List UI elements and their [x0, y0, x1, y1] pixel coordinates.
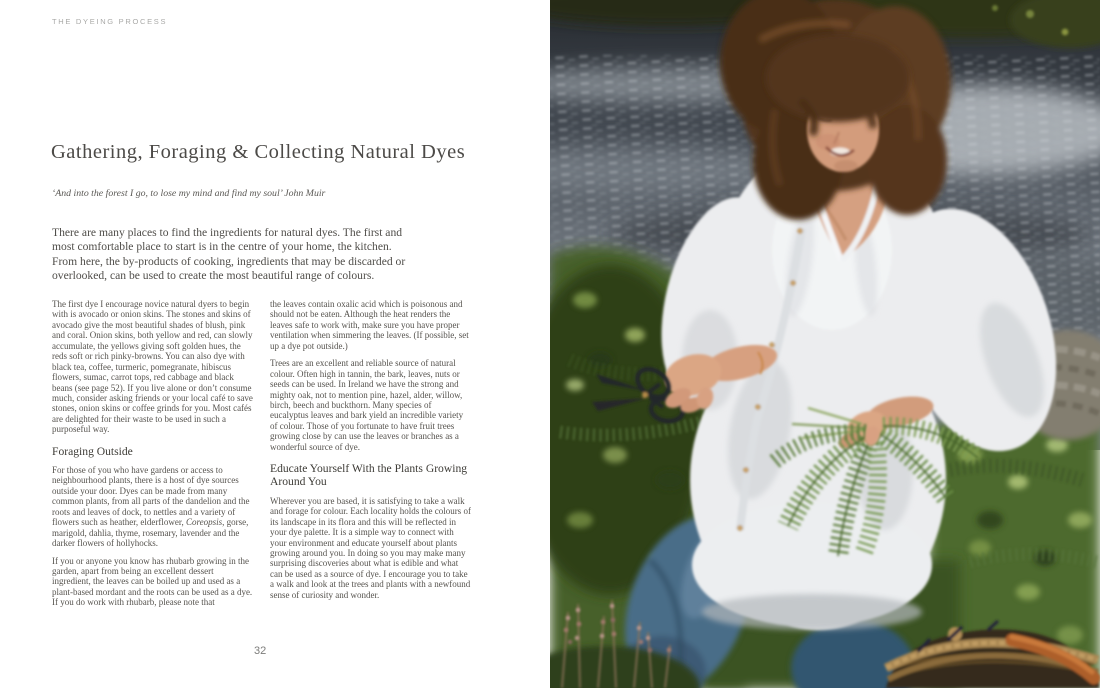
paragraph: the leaves contain oxalic acid which is poisonous and should not be eaten. Although the heat renders the leaves safe to work with, make sure you have proper ventilation when simmering the leaves. (If possible, set up a dye pot outside.): [270, 299, 469, 351]
paragraph: Wherever you are based, it is satisfying to take a walk and forage for colour. Each locality holds the colours of its landscape in its flora and this will be reflected in your dye palette. It is a simple way to connect with your environment and educate yourself about plants growing around you. In doing so you may make many surprising discoveries about what is edible and what can be used as a source of dye. I encourage you to take a walk and look at the trees and plants with a newfound sense of curiosity and wonder.: [270, 495, 471, 600]
epigraph-quote: ‘And into the forest I go, to lose my mind and find my soul’ John Muir: [52, 188, 326, 199]
paragraph: Trees are an excellent and reliable source of natural colour. Often high in tannin, the bark, leaves, nuts or seeds can be used. In Ireland we have the strong and mighty oak, not to mention pine, hazel, alder, willow, birch, beech and buckthorn. Many species of eucalyptus leaves and bark yield an incredible variety of colour. Those of you fortunate to have fruit trees growing close by can use the leaves or branches as a wonderful source of dye.: [270, 358, 464, 452]
paragraph: [52, 465, 254, 549]
intro-paragraph: There are many places to find the ingredients for natural dyes. The first and most comfortable place to start is in the centre of your home, the kitchen. From here, the by-products of cooking, ingredients that may be discarded or overlooked, can be used to create the most beautiful range of colours.: [52, 226, 406, 283]
paragraph: If you or anyone you know has rhubarb growing in the garden, apart from being an excellent dessert ingredient, the leaves can be boiled up and used as a plant-based mordant and the roots can be used as a dye. If you do work with rhubarb, please note that: [52, 555, 253, 608]
paragraph: The first dye I encourage novice natural dyers to begin with is avocado or onion skins. The stones and skins of avocado give the most beautiful shades of blush, pink and coral. Onion skins, both yellow and red, can slowly accumulate, the yellows giving soft golden hues, the reds soft or rich pinky-browns. You can also dye with black tea, coffee, turmeric, pomegranate, hibiscus flowers, sumac, carrot tops, red cabbage and black beans (see page 52). If you live alone or don’t consume much, consider asking friends or your local café to save stones, onion skins or coffee grinds for you. Most cafés are delighted for their waste to be used in such a purposeful way.: [52, 299, 253, 435]
two-column-text: [52, 299, 472, 615]
species-name-italic: Coreopsis: [185, 517, 223, 528]
running-header: THE DYEING PROCESS: [52, 17, 168, 26]
paragraph-text: For those of you who have gardens or access to neighbourhood plants, there is a host of dye sources outside your door. Dyes can be made from many common plants, from all parts of the dandelion and the roots and leaves of dock, to nettles and a variety of flowers such as heather, elderflower,: [52, 465, 250, 528]
column-left: [52, 299, 254, 615]
paragraph-text: , gorse, marigold, dahlia, thyme, rosemary, lavender and the darker flowers of hollyhocks.: [52, 517, 249, 549]
page-number: 32: [254, 645, 267, 657]
photo-woman-foraging: [550, 0, 1100, 688]
section-heading-educate-yourself: Educate Yourself With the Plants Growing Around You: [270, 462, 468, 489]
section-heading-foraging-outside: Foraging Outside: [52, 444, 133, 458]
chapter-title: Gathering, Foraging & Collecting Natural Dyes: [51, 140, 466, 163]
column-right: [270, 299, 472, 615]
